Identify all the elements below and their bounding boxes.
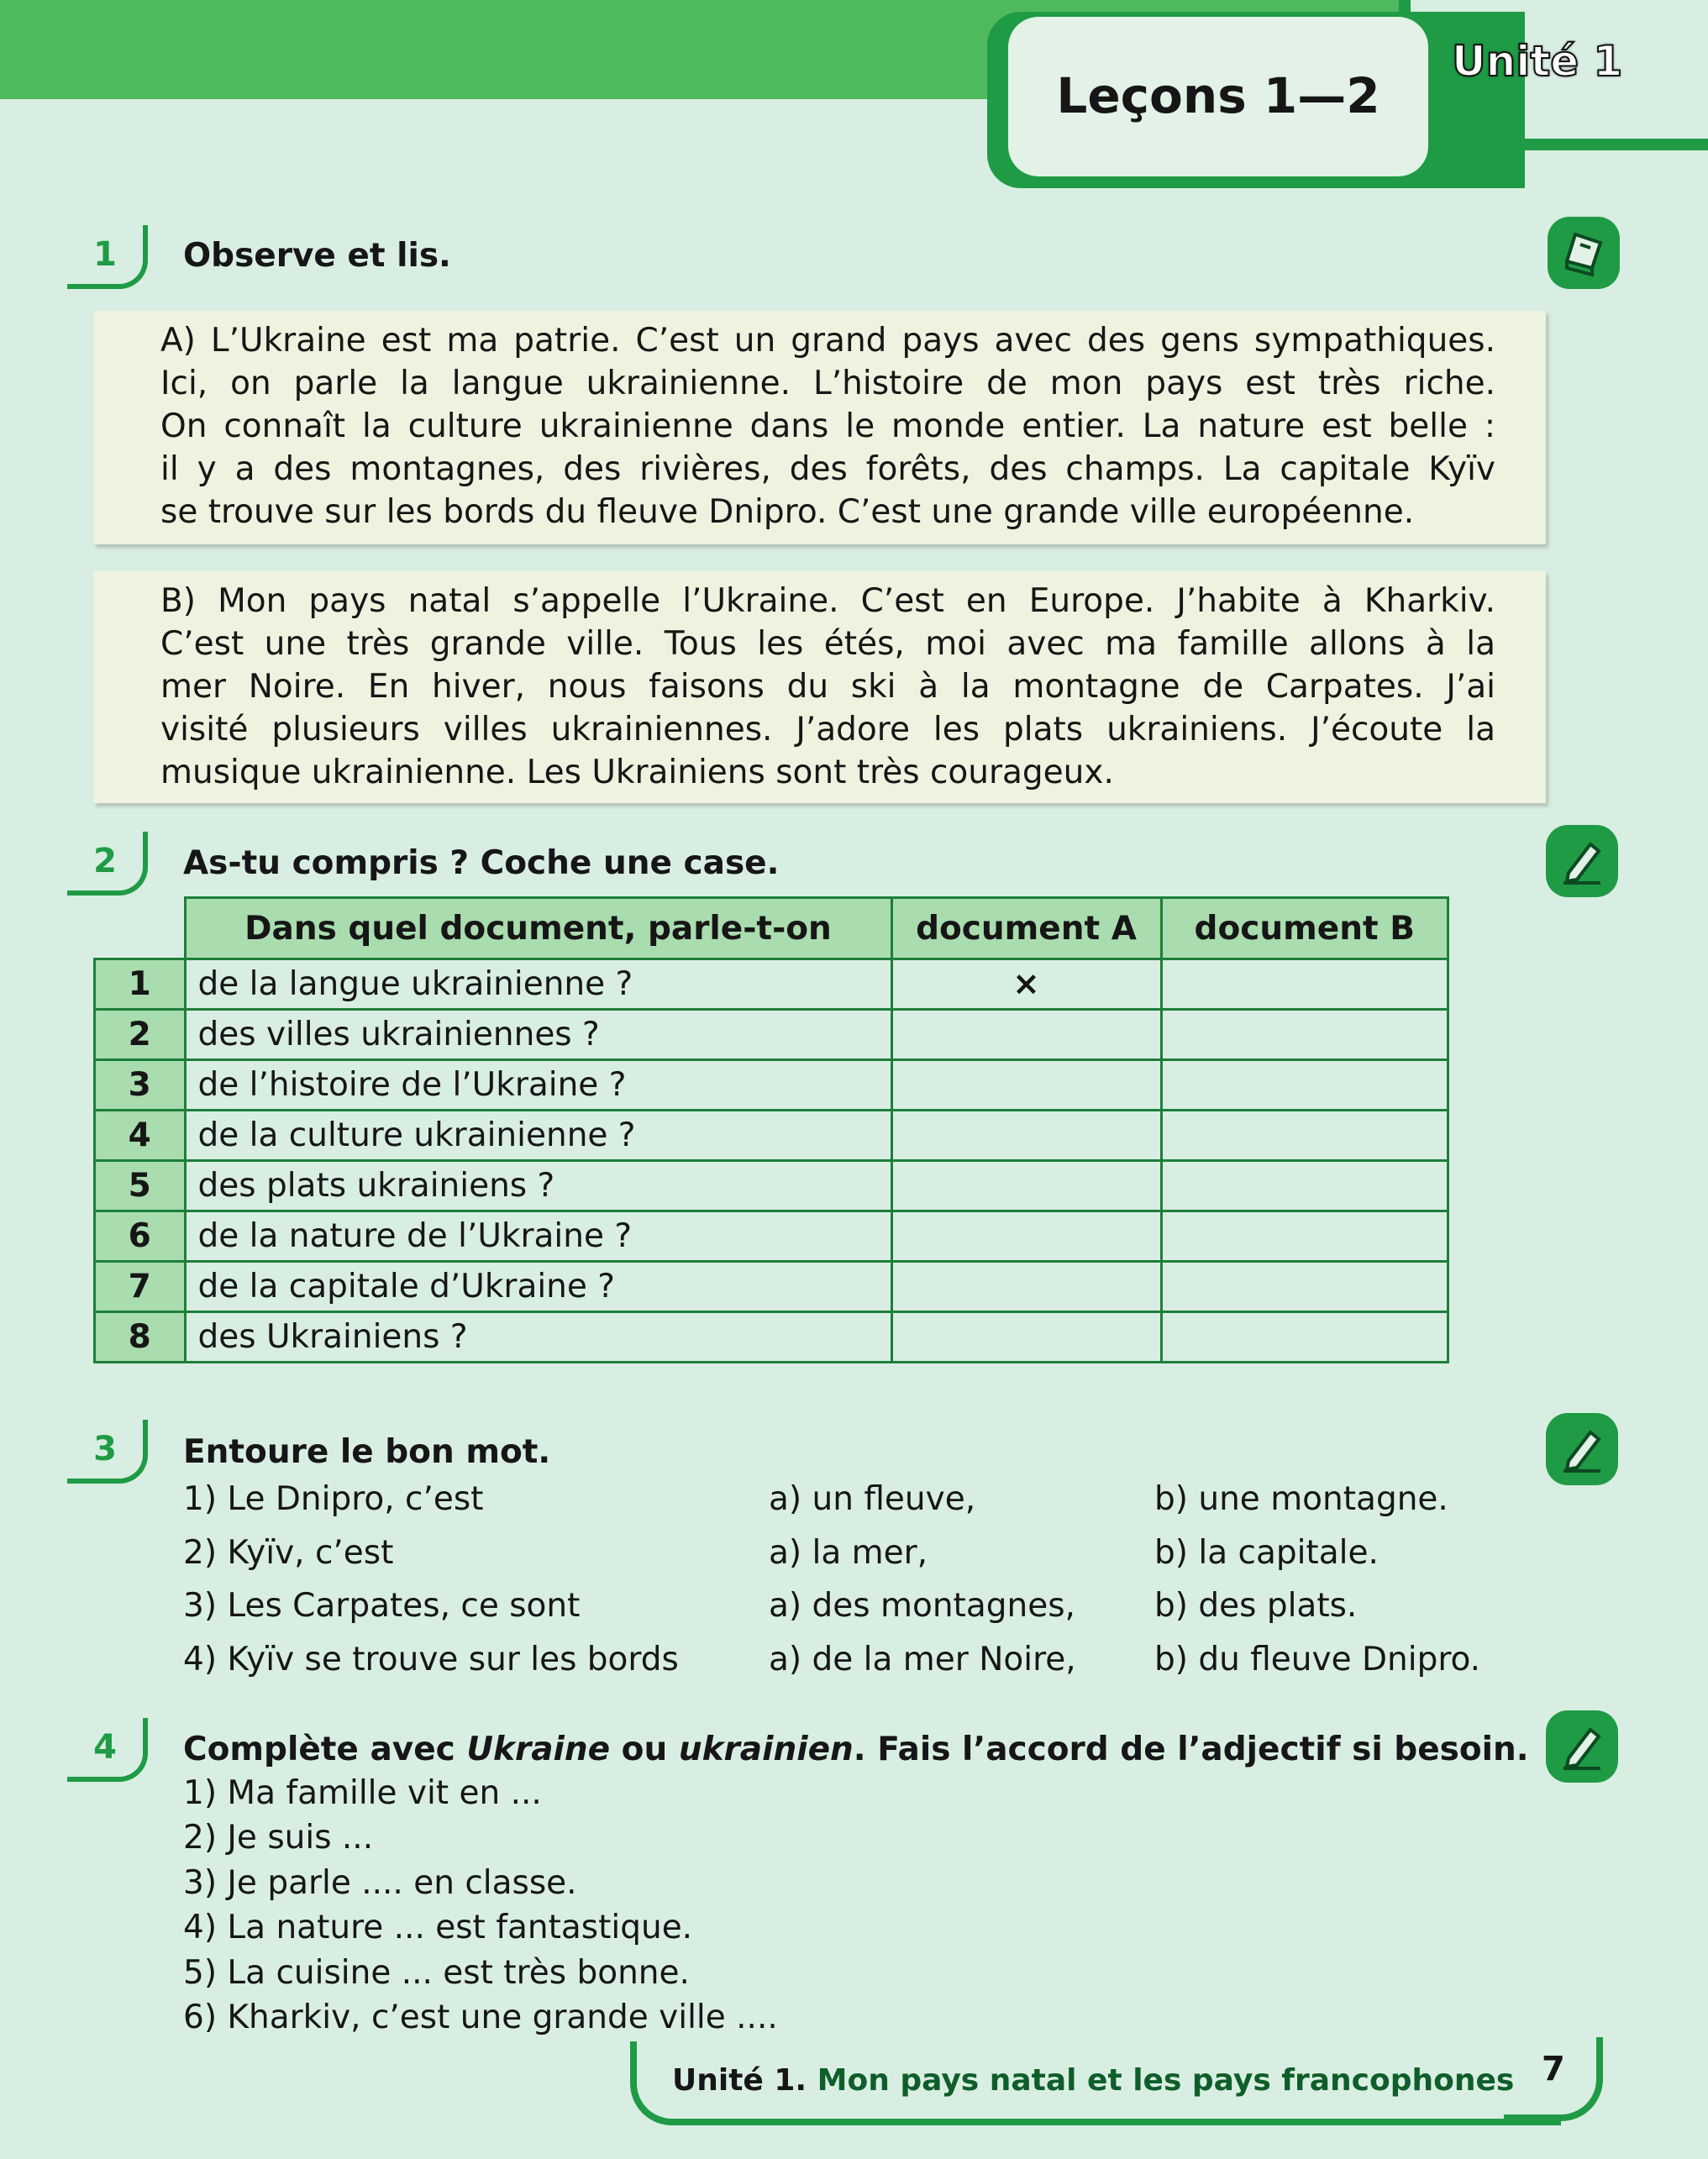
ex4-item: 4) La nature ... est fantastique.: [183, 1909, 693, 1947]
checkbox-doc-b[interactable]: [1161, 1060, 1448, 1111]
ex4-item: 5) La cuisine ... est très bonne.: [183, 1953, 690, 1992]
ex3-option-a[interactable]: a) un fleuve,: [769, 1480, 976, 1518]
table-row: [95, 1262, 1448, 1312]
row-question: des plats ukrainiens ?: [185, 1161, 891, 1211]
title-part: ukrainien: [678, 1731, 854, 1768]
checkbox-doc-a[interactable]: [891, 1010, 1161, 1060]
text-b-box: [93, 571, 1546, 803]
ex3-question: 4) Kyïv se trouve sur les bords: [183, 1640, 679, 1678]
row-number: 8: [95, 1312, 186, 1363]
ex3-option-b[interactable]: b) une montagne.: [1154, 1480, 1448, 1518]
table-row: [95, 1312, 1448, 1363]
checkbox-doc-a[interactable]: [891, 1262, 1161, 1312]
section-3-number: 3: [67, 1420, 148, 1484]
ex4-item: 3) Je parle .... en classe.: [183, 1863, 577, 1902]
header-doc-a: document A: [891, 898, 1161, 959]
row-question: de la capitale d’Ukraine ?: [185, 1262, 891, 1312]
section-1-number: 1: [67, 225, 148, 289]
row-number: 6: [95, 1211, 186, 1262]
checkbox-doc-a[interactable]: [891, 1060, 1161, 1111]
ex3-option-a[interactable]: a) des montagnes,: [769, 1587, 1075, 1625]
checkbox-doc-a[interactable]: [891, 1111, 1161, 1161]
ex3-option-b[interactable]: b) du fleuve Dnipro.: [1154, 1640, 1481, 1678]
row-question: des villes ukrainiennes ?: [185, 1010, 891, 1060]
title-part: ou: [610, 1731, 679, 1768]
ex3-option-a[interactable]: a) de la mer Noire,: [769, 1640, 1076, 1678]
header-question: Dans quel document, parle-t-on: [185, 898, 891, 959]
checkbox-doc-b[interactable]: [1161, 959, 1448, 1010]
section-1-title: Observe et lis.: [183, 237, 451, 275]
ex4-item: 1) Ma famille vit en ...: [183, 1774, 542, 1812]
text-a-line: il y a des montagnes, des rivières, des forêts, des champs. La capitale Kyïv: [160, 450, 1495, 488]
checkbox-doc-b[interactable]: [1161, 1111, 1448, 1161]
lessons-title: Leçons 1—2: [1056, 67, 1380, 124]
table-row: [95, 959, 1448, 1010]
table-row: [95, 1161, 1448, 1211]
section-4-title: [183, 1731, 1529, 1768]
ex4-item: 2) Je suis ...: [183, 1819, 374, 1857]
row-number: 7: [95, 1262, 186, 1312]
pencil-icon: [1546, 1710, 1618, 1783]
title-part: Complète avec: [183, 1731, 467, 1768]
ex3-question: 2) Kyïv, c’est: [183, 1533, 394, 1572]
text-a-line: Ici, on parle la langue ukrainienne. L’histoire de mon pays est très riche.: [160, 365, 1495, 402]
checkbox-doc-a[interactable]: [891, 1161, 1161, 1211]
row-question: de la culture ukrainienne ?: [185, 1111, 891, 1161]
row-number: 5: [95, 1161, 186, 1211]
checkbox-doc-b[interactable]: [1161, 1161, 1448, 1211]
text-b-line: visité plusieurs villes ukrainiennes. J’adore les plats ukrainiens. J’écoute la: [160, 711, 1495, 749]
section-2-title: As-tu compris ? Coche une case.: [183, 844, 780, 882]
unit-label: Unité 1: [1452, 37, 1623, 86]
section-3-title: Entoure le bon mot.: [183, 1433, 551, 1471]
title-part: . Fais l’accord de l’adjectif si besoin.: [853, 1731, 1529, 1768]
text-a-line: A) L’Ukraine est ma patrie. C’est un grand pays avec des gens sympathiques.: [160, 322, 1495, 360]
row-question: des Ukrainiens ?: [185, 1312, 891, 1363]
footer-unit: Unité 1.: [672, 2063, 807, 2098]
table-row: [95, 1060, 1448, 1111]
ex3-option-b[interactable]: b) la capitale.: [1154, 1533, 1379, 1572]
text-a-line: se trouve sur les bords du fleuve Dnipro. C’est une grande ville européenne.: [160, 493, 1415, 531]
ex3-option-a[interactable]: a) la mer,: [769, 1533, 928, 1572]
ex4-item: 6) Kharkiv, c’est une grande ville ....: [183, 1999, 778, 2036]
ex3-option-b[interactable]: b) des plats.: [1154, 1587, 1358, 1625]
text-b-line: B) Mon pays natal s’appelle l’Ukraine. C’est en Europe. J’habite à Kharkiv.: [160, 582, 1495, 620]
footer-unit-title: Mon pays natal et les pays francophones: [817, 2063, 1515, 2098]
row-number: 1: [95, 959, 186, 1010]
text-b-line: mer Noire. En hiver, nous faisons du ski à la montagne de Carpates. J’ai: [160, 668, 1495, 706]
checkbox-doc-b[interactable]: [1161, 1262, 1448, 1312]
row-number: 2: [95, 1010, 186, 1060]
footer-title: [672, 2063, 1514, 2098]
ex3-question: 3) Les Carpates, ce sont: [183, 1587, 581, 1625]
text-b-line: C’est une très grande ville. Tous les étés, moi avec ma famille allons à la: [160, 625, 1495, 663]
checkbox-doc-a[interactable]: [891, 1312, 1161, 1363]
title-part: Ukraine: [466, 1731, 611, 1768]
table-header-row: [95, 898, 1448, 959]
table-row: [95, 1010, 1448, 1060]
row-question: de la nature de l’Ukraine ?: [185, 1211, 891, 1262]
row-number: 4: [95, 1111, 186, 1161]
ex3-question: 1) Le Dnipro, c’est: [183, 1480, 484, 1518]
book-icon: [1548, 217, 1620, 289]
table-row: [95, 1211, 1448, 1262]
row-number: 3: [95, 1060, 186, 1111]
pencil-icon: [1546, 1413, 1618, 1485]
checkbox-doc-a[interactable]: ×: [891, 959, 1161, 1010]
checkbox-doc-b[interactable]: [1161, 1312, 1448, 1363]
text-b-line: musique ukrainienne. Les Ukrainiens sont très courageux.: [160, 754, 1114, 791]
blank-cell: [95, 898, 186, 959]
header-doc-b: document B: [1161, 898, 1448, 959]
checkbox-doc-b[interactable]: [1161, 1211, 1448, 1262]
text-a-line: On connaît la culture ukrainienne dans le monde entier. La nature est belle :: [160, 407, 1495, 445]
section-4-number: 4: [67, 1718, 148, 1782]
row-question: de la langue ukrainienne ?: [185, 959, 891, 1010]
comprehension-table: [93, 896, 1449, 1363]
section-2-number: 2: [67, 832, 148, 896]
pencil-icon: [1546, 825, 1618, 897]
table-row: [95, 1111, 1448, 1161]
text-a-box: [93, 311, 1546, 544]
checkbox-doc-b[interactable]: [1161, 1010, 1448, 1060]
page-number: 7: [1542, 2050, 1565, 2088]
row-question: de l’histoire de l’Ukraine ?: [185, 1060, 891, 1111]
checkbox-doc-a[interactable]: [891, 1211, 1161, 1262]
